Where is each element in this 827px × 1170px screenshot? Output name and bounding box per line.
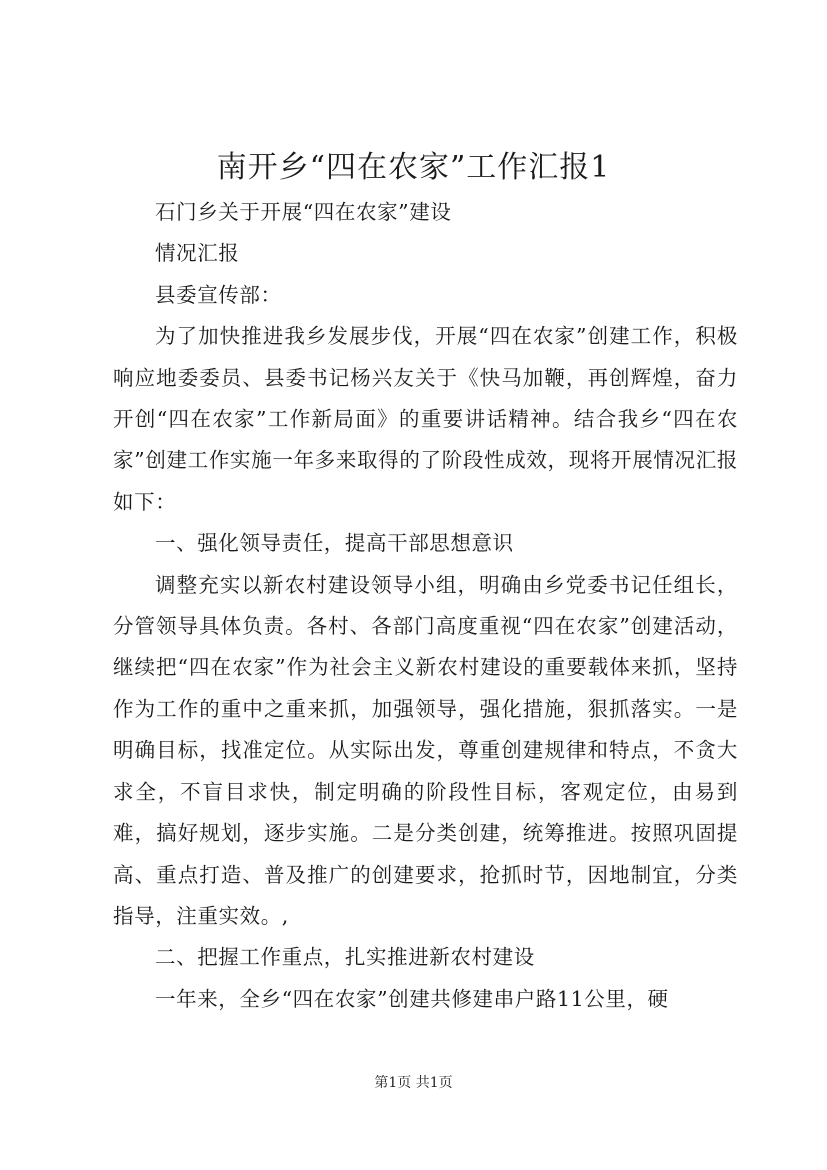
- document-body: [113, 192, 738, 1020]
- paragraph-section-1: 调整充实以新农村建设领导小组，明确由乡党委书记任组长，分管领导具体负责。各村、各部门高度重视“四在农家”创建活动，继续把“四在农家”作为社会主义新农村建设的重要载体来抓，坚持作为工作的重中之重来抓，加强领导，强化措施，狠抓落实。一是明确目标，找准定位。从实际出发，尊重创建规律和特点，不贪大求全，不盲目求快，制定明确的阶段性目标，客观定位，由易到难，搞好规划，逐步实施。二是分类创建，统筹推进。按照巩固提高、重点打造、普及推广的创建要求，抢抓时节，因地制宜，分类指导，注重实效。,: [113, 572, 738, 928]
- page-footer: 第1页 共1页: [374, 1075, 453, 1091]
- paragraph-salutation: 县委宣传部：: [155, 282, 282, 307]
- paragraph-intro: 为了加快推进我乡发展步伐，开展“四在农家”创建工作，积极响应地委委员、县委书记杨兴友关于《快马加鞭，再创辉煌，奋力开创“四在农家”工作新局面》的重要讲话精神。结合我乡“四在农家”创建工作实施一年多来取得的了阶段性成效，现将开展情况汇报如下：: [113, 324, 738, 514]
- section-heading-2: 二、把握工作重点，扎实推进新农村建设: [155, 945, 535, 970]
- paragraph-heading-line-2: 情况汇报: [155, 241, 240, 266]
- paragraph-section-2: 一年来，全乡“四在农家”创建共修建串户路11公里，硬: [155, 986, 669, 1011]
- paragraph-heading-line-1: 石门乡关于开展“四在农家”建设: [155, 200, 452, 224]
- section-heading-1: 一、强化领导责任，提高干部思想意识: [155, 531, 514, 556]
- document-title: 南开乡“四在农家”工作汇报1: [216, 150, 611, 185]
